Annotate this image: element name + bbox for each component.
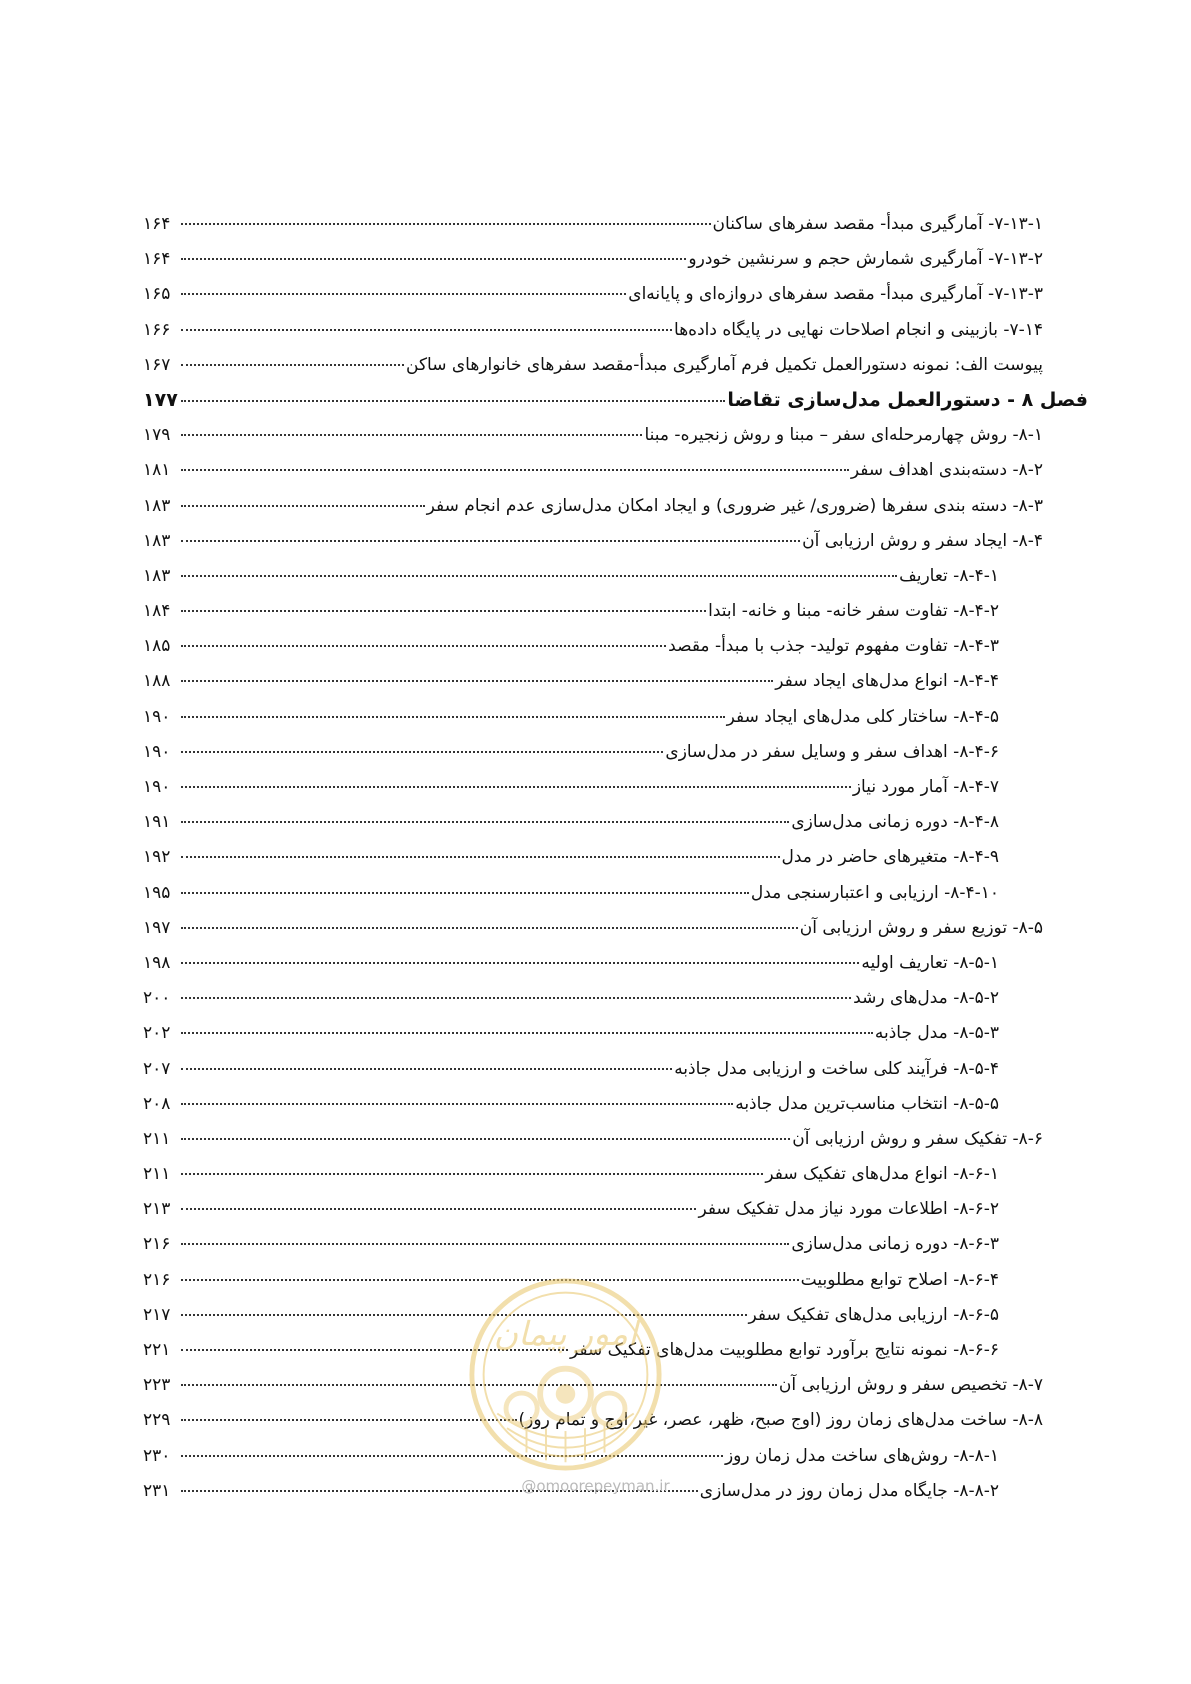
toc-page-number: ۱۷۷ <box>143 388 178 411</box>
toc-entry-row[interactable] <box>143 495 1043 530</box>
toc-page-number: ۱۹۸ <box>143 952 171 973</box>
toc-page-number: ۱۶۴ <box>143 214 171 234</box>
toc-entry-title: ۸-۸-۱- روش‌های ساخت مدل زمان روز <box>724 1445 999 1466</box>
dot-leader <box>181 680 773 682</box>
toc-entry-title: ۸-۴-۷- آمار مورد نیاز <box>852 777 999 797</box>
toc-entry-title: ۸-۵-۳- مدل جاذبه <box>874 1023 999 1044</box>
toc-entry-title: ۸-۴- ایجاد سفر و روش ارزیابی آن <box>802 530 1043 551</box>
toc-entry-row[interactable] <box>143 1022 1043 1057</box>
dot-leader <box>181 645 666 647</box>
toc-page-number: ۱۸۳ <box>143 495 171 516</box>
toc-entry-title: ۸-۴-۱- تعاریف <box>899 565 999 586</box>
toc-entry-row[interactable] <box>143 1058 1043 1093</box>
toc-chapter-row[interactable] <box>143 389 1088 424</box>
dot-leader <box>181 1138 790 1140</box>
toc-page-number: ۲۰۰ <box>143 988 171 1009</box>
toc-entry-title: ۸-۵-۱- تعاریف اولیه <box>861 952 999 973</box>
toc-entry-title: ۸-۶-۳- دوره زمانی مدل‌سازی <box>791 1234 999 1255</box>
toc-entry-row[interactable] <box>143 1128 1043 1163</box>
toc-entry-title: ۸-۵- توزیع سفر و روش ارزیابی آن <box>799 917 1043 938</box>
dot-leader <box>181 1173 763 1175</box>
toc-entry-row[interactable] <box>143 1198 1043 1233</box>
toc-entry-title: ۷-۱۳-۱- آمارگیری مبدأ- مقصد سفرهای ساکنان <box>712 214 1043 234</box>
toc-page-number: ۲۰۷ <box>143 1058 171 1079</box>
dot-leader <box>181 1208 696 1210</box>
dot-leader <box>181 751 663 753</box>
toc-page-number: ۱۶۷ <box>143 354 171 375</box>
toc-page-number: ۱۸۸ <box>143 671 171 692</box>
toc-entry-title: ۷-۱۴- بازبینی و انجام اصلاحات نهایی در پایگاه داده‌ها <box>674 319 1043 340</box>
dot-leader <box>181 434 642 436</box>
toc-page-number: ۲۱۷ <box>143 1304 171 1325</box>
dot-leader <box>181 364 404 366</box>
toc-page-number: ۱۶۴ <box>143 249 171 270</box>
toc-page-number: ۱۸۱ <box>143 460 171 481</box>
toc-entry-row[interactable] <box>143 213 1043 248</box>
toc-entry-row[interactable] <box>143 741 1043 776</box>
dot-leader <box>181 1419 517 1421</box>
toc-page-number: ۱۹۱ <box>143 812 171 833</box>
watermark-logo-text: امور پیمان <box>493 1314 638 1354</box>
toc-entry-row[interactable] <box>143 952 1043 987</box>
dot-leader <box>181 400 725 402</box>
dot-leader <box>181 505 425 507</box>
toc-entry-title: ۷-۱۳-۲- آمارگیری شمارش حجم و سرنشین خودرو <box>688 249 1043 270</box>
dot-leader <box>181 223 711 225</box>
dot-leader <box>181 1068 672 1070</box>
toc-page-number: ۱۹۲ <box>143 847 171 868</box>
toc-entry-row[interactable] <box>143 354 1043 389</box>
toc-entry-row[interactable] <box>143 1233 1043 1268</box>
toc-entry-row[interactable] <box>143 283 1043 318</box>
toc-entry-title: فصل ۸ - دستورالعمل مدل‌سازی تقاضا <box>727 388 1088 411</box>
dot-leader <box>181 927 798 929</box>
toc-entry-title: ۸-۷- تخصیص سفر و روش ارزیابی آن <box>778 1375 1043 1396</box>
toc-page-number: ۲۱۳ <box>143 1199 171 1220</box>
toc-entry-title: ۸-۴-۵- ساختار کلی مدل‌های ایجاد سفر <box>726 706 999 727</box>
toc-page-number: ۲۳۰ <box>143 1445 171 1466</box>
dot-leader <box>181 821 789 823</box>
toc-entry-row[interactable] <box>143 600 1043 635</box>
toc-entry-row[interactable] <box>143 1163 1043 1198</box>
toc-entry-title: پیوست الف: نمونه دستورالعمل تکمیل فرم آمارگیری مبدأ-مقصد سفرهای خانوارهای ساکن <box>406 354 1043 375</box>
toc-page-number: ۲۲۳ <box>143 1375 171 1396</box>
dot-leader <box>181 610 706 612</box>
toc-entry-title: ۸-۶-۶- نمونه نتایج برآورد توابع مطلوبیت مدل‌های تفکیک سفر <box>570 1340 999 1360</box>
toc-entry-row[interactable] <box>143 811 1043 846</box>
dot-leader <box>181 469 849 471</box>
toc-entry-title: ۸-۴-۸- دوره زمانی مدل‌سازی <box>791 812 999 833</box>
toc-page-number: ۲۰۲ <box>143 1023 171 1044</box>
dot-leader <box>181 856 780 858</box>
dot-leader <box>181 258 686 260</box>
toc-entry-row[interactable] <box>143 776 1043 811</box>
toc-entry-row[interactable] <box>143 706 1043 741</box>
watermark-logo <box>468 1277 663 1472</box>
dot-leader <box>181 892 749 894</box>
toc-entry-title: ۸-۵-۲- مدل‌های رشد <box>853 988 999 1009</box>
watermark-site: @omoorepeyman.ir <box>521 1477 670 1495</box>
toc-entry-title: ۸-۶- تفکیک سفر و روش ارزیابی آن <box>792 1128 1043 1149</box>
toc-entry-title: ۸-۳- دسته بندی سفرها (ضروری/ غیر ضروری) و ایجاد امکان مدل‌سازی عدم انجام سفر <box>426 495 1043 516</box>
toc-page-number: ۱۸۵ <box>143 636 171 657</box>
toc-page-number: ۱۹۵ <box>143 882 171 903</box>
toc-entry-row[interactable] <box>143 987 1043 1022</box>
dot-leader <box>181 962 859 964</box>
dot-leader <box>181 997 851 999</box>
dot-leader <box>181 293 626 295</box>
toc-entry-title: ۸-۶-۲- اطلاعات مورد نیاز مدل تفکیک سفر <box>698 1199 999 1220</box>
toc-entry-title: ۸-۶-۴- اصلاح توابع مطلوبیت <box>800 1269 999 1290</box>
toc-entry-title: ۸-۴-۹- متغیرهای حاضر در مدل <box>781 847 999 868</box>
toc-entry-title: ۸-۴-۲- تفاوت سفر خانه- مبنا و خانه- ابتدا <box>708 601 999 622</box>
toc-entry-title: ۸-۴-۴- انواع مدل‌های ایجاد سفر <box>775 671 999 692</box>
toc-page-number: ۱۸۴ <box>143 601 171 622</box>
dot-leader <box>181 329 672 331</box>
toc-entry-title: ۸-۶-۵- ارزیابی مدل‌های تفکیک سفر <box>748 1304 999 1325</box>
toc-entry-row[interactable] <box>143 530 1043 565</box>
toc-page-number: ۱۹۷ <box>143 917 171 938</box>
toc-entry-title: ۸-۲- دسته‌بندی اهداف سفر <box>850 460 1043 481</box>
toc-page-number: ۱۶۶ <box>143 319 171 340</box>
toc-page-number: ۱۷۹ <box>143 425 171 446</box>
toc-entry-title: ۸-۵-۵- انتخاب مناسب‌ترین مدل جاذبه <box>735 1093 999 1114</box>
toc-entry-title: ۸-۴-۶- اهداف سفر و وسایل سفر در مدل‌سازی <box>665 741 999 762</box>
toc-entry-title: ۸-۵-۴- فرآیند کلی ساخت و ارزیابی مدل جاذبه <box>674 1058 999 1079</box>
toc-entry-title: ۸-۴-۱۰- ارزیابی و اعتبارسنجی مدل <box>750 882 999 903</box>
toc-entry-row[interactable] <box>143 1093 1043 1128</box>
toc-entry-row[interactable] <box>143 565 1043 600</box>
toc-page-number: ۱۹۰ <box>143 777 171 797</box>
toc-entry-title: ۸-۱- روش چهارمرحله‌ای سفر – مبنا و روش زنجیره- مبنا <box>644 425 1043 446</box>
toc-page-number: ۲۳۱ <box>143 1480 171 1501</box>
toc-page-number: ۲۲۹ <box>143 1410 171 1431</box>
dot-leader <box>181 786 851 788</box>
toc-entry-title: ۷-۱۳-۳- آمارگیری مبدأ- مقصد سفرهای دروازه‌ای و پایانه‌ای <box>628 284 1043 305</box>
toc-page-number: ۱۸۳ <box>143 565 171 586</box>
toc-page-number: ۱۹۰ <box>143 706 171 727</box>
dot-leader <box>181 1103 733 1105</box>
toc-page-number: ۲۱۱ <box>143 1164 171 1185</box>
toc-entry-row[interactable] <box>143 319 1043 354</box>
toc-page-number: ۱۶۵ <box>143 284 171 305</box>
toc-page-number: ۲۱۶ <box>143 1269 171 1290</box>
toc-page-number: ۱۸۳ <box>143 530 171 551</box>
toc-entry-row[interactable] <box>143 424 1043 459</box>
toc-entry-title: ۸-۸- ساخت مدل‌های زمان روز (اوج صبح، ظهر، عصر، غیر اوج و تمام روز) <box>518 1410 1043 1431</box>
toc-page-number: ۲۱۱ <box>143 1128 171 1149</box>
toc-entry-title: ۸-۶-۱- انواع مدل‌های تفکیک سفر <box>765 1164 999 1185</box>
toc-entry-row[interactable] <box>143 459 1043 494</box>
dot-leader <box>181 716 725 718</box>
toc-page-number: ۱۹۰ <box>143 741 171 762</box>
toc-entry-title: ۸-۴-۳- تفاوت مفهوم تولید- جذب با مبدأ- مقصد <box>668 636 999 657</box>
toc-page-number: ۲۱۶ <box>143 1234 171 1255</box>
toc-entry-row[interactable] <box>143 917 1043 952</box>
toc-entry-row[interactable] <box>143 882 1043 917</box>
dot-leader <box>181 1032 873 1034</box>
toc-entry-row[interactable] <box>143 635 1043 670</box>
toc-page-number: ۲۰۸ <box>143 1093 171 1114</box>
toc-entry-row[interactable] <box>143 248 1043 283</box>
toc-page-number: ۲۲۱ <box>143 1340 171 1360</box>
dot-leader <box>181 540 800 542</box>
toc-entry-title: ۸-۸-۲- جایگاه مدل زمان روز در مدل‌سازی <box>699 1480 999 1501</box>
toc-entry-row[interactable] <box>143 846 1043 881</box>
dot-leader <box>181 1243 789 1245</box>
toc-entry-row[interactable] <box>143 670 1043 705</box>
dot-leader <box>181 575 897 577</box>
